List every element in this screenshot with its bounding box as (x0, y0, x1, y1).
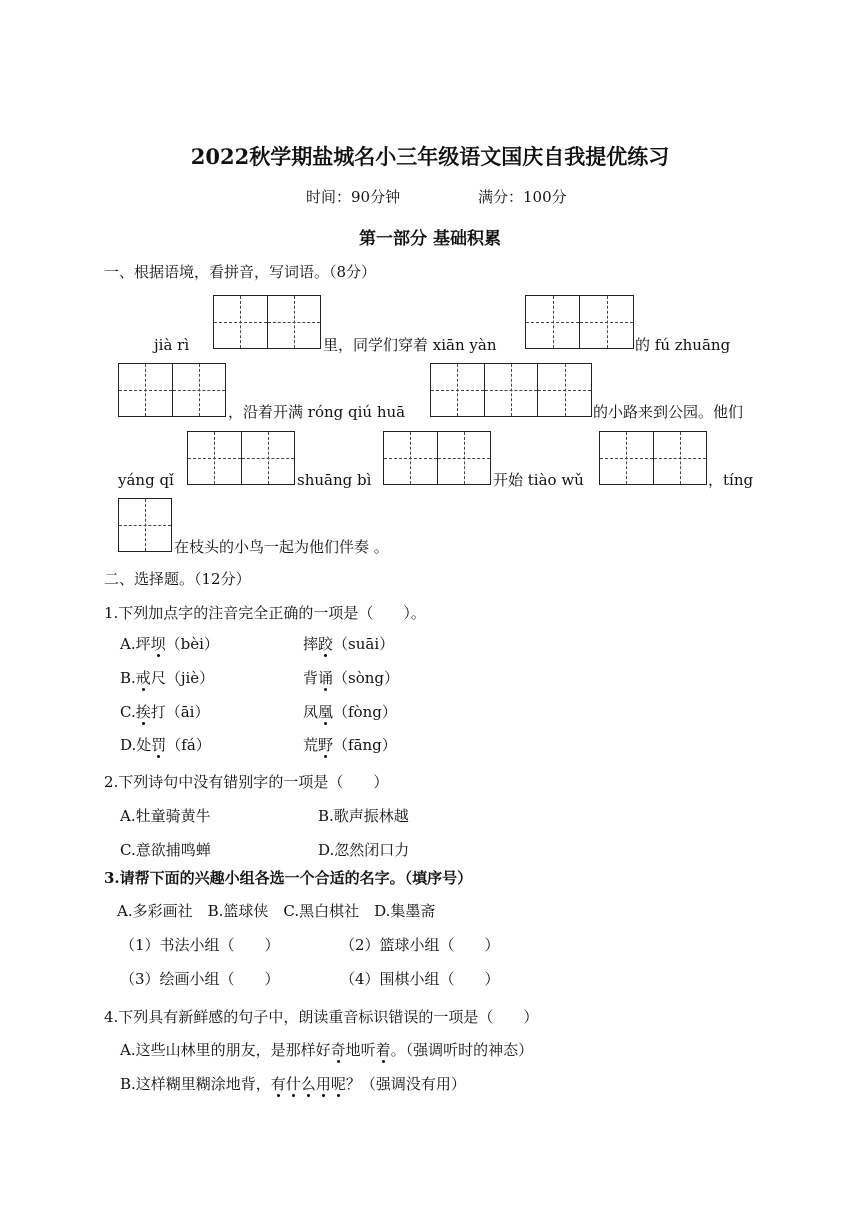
q2-4-option-b: B.这样糊里糊涂地背，有什么用呢？（强调没有用） (120, 1075, 466, 1093)
q2-1-option-b-left: B.戒尺（jiè） (120, 669, 215, 687)
q2-1-option-a-left: A.坪坝（bèi） (120, 635, 219, 653)
pinyin-shuangbi: shuāng bì (297, 471, 372, 489)
q1-text-6: ，tíng (708, 471, 754, 489)
q1-text-1: 里，同学们穿着 xiān yàn (323, 336, 497, 354)
q2-2-option-d: D.忽然闭口力 (318, 841, 410, 859)
q1-text-2: 的 fú zhuāng (635, 336, 731, 354)
q2-2-option-a: A.牡童骑黄牛 (120, 807, 211, 825)
q2-1-option-c-left: C.挨打（āi） (120, 703, 210, 721)
part-title: 第一部分 基础积累 (359, 229, 501, 249)
q2-1-option-a-right: 摔跤（suāi） (303, 635, 395, 653)
q1-text-7: 在枝头的小鸟一起为他们伴奏 。 (174, 538, 389, 556)
answer-grid-rongqiuhua[interactable] (430, 363, 592, 417)
q2-1-stem: 1.下列加点字的注音完全正确的一项是（ ）。 (104, 604, 426, 622)
q1-text-3: ，沿着开满 róng qiú huā (228, 403, 406, 421)
q2-4-option-a: A.这些山林里的朋友，是那样好奇地听着。（强调听时的神态） (120, 1041, 534, 1059)
q2-1-option-c-right: 凤凰（fòng） (303, 703, 397, 721)
q2-3-group-calligraphy: （1）书法小组（ ） (120, 936, 280, 954)
q2-1-option-d-left: D.处罚（fá） (120, 736, 211, 754)
answer-grid-yangqi[interactable] (187, 431, 295, 485)
q2-3-stem: 3.请帮下面的兴趣小组各选一个合适的名字。（填序号） (104, 869, 473, 887)
q2-1-option-b-right: 背诵（sòng） (303, 669, 400, 687)
pinyin-jiari: jià rì (154, 336, 190, 354)
q2-2-option-c: C.意欲捕鸣蝉 (120, 841, 211, 859)
q2-1-option-d-right: 荒野（fāng） (303, 736, 397, 754)
q2-3-group-painting: （3）绘画小组（ ） (120, 970, 280, 988)
exam-time: 时间：90分钟 (306, 188, 401, 206)
q2-3-options: A.多彩画社 B.篮球侠 C.黑白棋社 D.集墨斋 (117, 902, 436, 920)
answer-grid-ting[interactable] (118, 498, 172, 552)
q1-heading: 一、根据语境，看拼音，写词语。（8分） (104, 263, 377, 281)
answer-grid-tiaowu[interactable] (599, 431, 707, 485)
q2-4-stem: 4.下列具有新鲜感的句子中，朗读重音标识错误的一项是（ ） (104, 1008, 539, 1026)
q2-2-option-b: B.歌声振林越 (318, 807, 409, 825)
q2-3-group-basketball: （2）篮球小组（ ） (340, 936, 500, 954)
page-title: 2022秋学期盐城名小三年级语文国庆自我提优练习 (190, 144, 670, 169)
q2-3-group-go: （4）围棋小组（ ） (340, 970, 500, 988)
pinyin-yangqi: yáng qǐ (118, 471, 174, 489)
q2-2-stem: 2.下列诗句中没有错别字的一项是（ ） (104, 773, 389, 791)
q1-text-5: 开始 tiào wǔ (493, 471, 584, 489)
answer-grid-jiari[interactable] (213, 295, 321, 349)
q1-text-4: 的小路来到公园。他们 (593, 403, 744, 421)
answer-grid-fuzhuang[interactable] (118, 363, 226, 417)
q2-heading: 二、选择题。（12分） (104, 570, 251, 588)
full-score: 满分：100分 (478, 188, 567, 206)
answer-grid-xianyan[interactable] (525, 295, 634, 349)
answer-grid-shuangbi[interactable] (383, 431, 491, 485)
